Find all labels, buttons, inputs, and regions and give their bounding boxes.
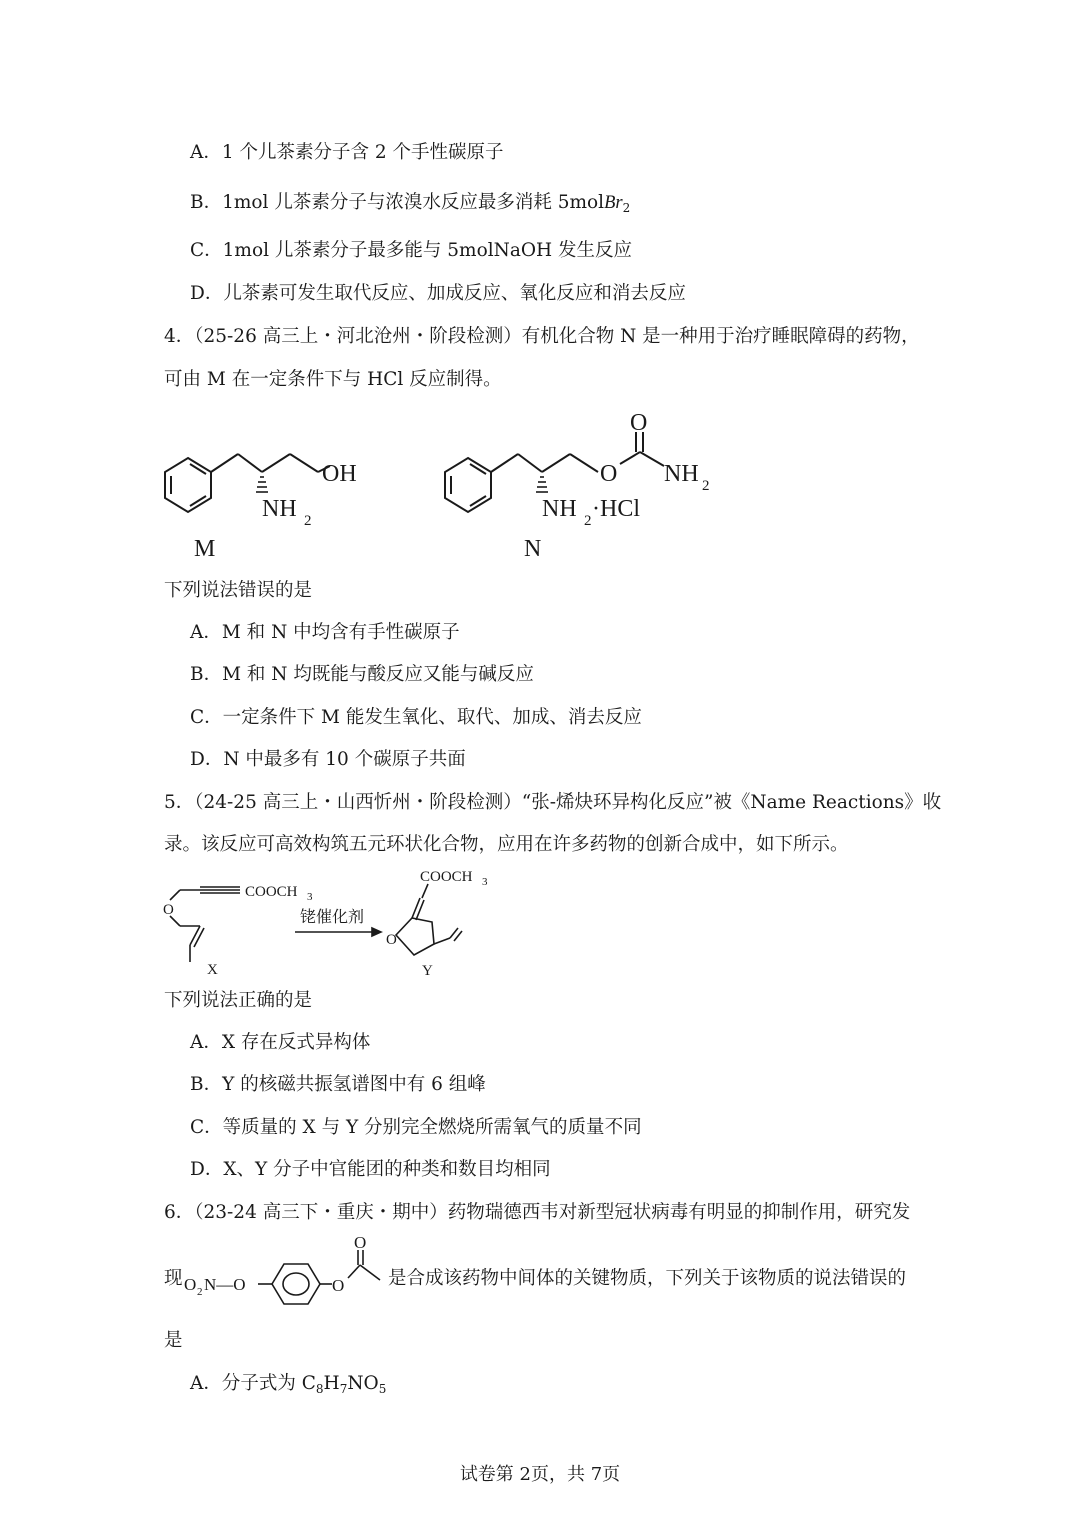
n-amine-nh2-subscript: 2: [584, 513, 592, 529]
m-nh2-label: NH: [262, 496, 297, 522]
q6-formula-o-subscript: 5: [378, 1382, 387, 1396]
q6-carbonyl-o: O: [354, 1233, 367, 1252]
q6-o2n-o: O: [184, 1275, 197, 1294]
q6-stem-suffix: 是合成该药物中间体的关键物质，下列关于该物质的说法错误的: [388, 1268, 907, 1289]
catalyst-label: 铑催化剂: [300, 909, 365, 926]
y-oxygen-label: O: [386, 932, 397, 948]
q6-formula-h: H: [323, 1373, 340, 1394]
q6-n-o-label: N—O: [204, 1275, 246, 1294]
br2-subscript: 2: [622, 201, 631, 215]
n-hcl-label: ·HCl: [592, 496, 640, 522]
q4-option-d: D．N 中最多有 10 个碳原子共面: [190, 749, 466, 770]
q5-prompt: 下列说法正确的是: [164, 990, 313, 1011]
q6-ester-o: O: [332, 1276, 345, 1295]
n-compound-label: N: [524, 536, 542, 562]
q5-option-c: C．等质量的 X 与 Y 分别完全燃烧所需氧气的质量不同: [190, 1117, 642, 1138]
q6-stem-line1: 6．（23-24 高三下・重庆・期中）药物瑞德西韦对新型冠状病毒有明显的抑制作用，研究发: [164, 1202, 911, 1223]
q3-option-a: A．1 个儿茶素分子含 2 个手性碳原子: [190, 142, 504, 163]
q5-option-a: A．X 存在反式异构体: [190, 1032, 371, 1053]
q4-option-a: A．M 和 N 中均含有手性碳原子: [190, 622, 460, 643]
x-compound-label: X: [207, 962, 218, 978]
x-ester-subscript: 3: [307, 891, 313, 903]
q6-option-a: [190, 1371, 386, 1397]
q4-prompt: 下列说法错误的是: [164, 580, 313, 601]
q4-option-b: B．M 和 N 均既能与酸反应又能与碱反应: [190, 664, 534, 685]
n-carbonyl-o: O: [630, 410, 648, 436]
q3-option-b-text: B．1mol 儿茶素分子与浓溴水反应最多消耗 5mol: [190, 192, 605, 213]
x-ester-label: COOCH: [245, 884, 298, 900]
m-nh2-subscript: 2: [304, 513, 312, 529]
n-amide-nh2-label: NH: [664, 461, 699, 487]
q6-stem-prefix: 现: [164, 1268, 183, 1289]
page-footer: 试卷第 2页，共 7页: [459, 1464, 621, 1485]
y-compound-label: Y: [422, 963, 433, 979]
m-oh-label: OH: [322, 461, 357, 487]
q5-stem-line1: 5．（24-25 高三上・山西忻州・阶段检测）“张-烯炔环异构化反应”被《Name Reactions》收: [164, 792, 942, 813]
n-amide-nh2-subscript: 2: [702, 478, 710, 494]
q6-formula-no: NO: [347, 1373, 379, 1394]
n-ester-o: O: [600, 461, 618, 487]
y-ester-subscript: 3: [482, 876, 488, 888]
q4-stem-line2: 可由 M 在一定条件下与 HCl 反应制得。: [164, 369, 502, 390]
q5-stem-line2: 录。该反应可高效构筑五元环状化合物，应用在许多药物的创新合成中，如下所示。: [164, 834, 849, 855]
q6-o2n-subscript: 2: [197, 1286, 203, 1298]
q4-stem-line1: 4．（25-26 高三上・河北沧州・阶段检测）有机化合物 N 是一种用于治疗睡眠障碍的药物，: [164, 326, 920, 347]
n-amine-nh2-label: NH: [542, 496, 577, 522]
q6-formula-h-subscript: 7: [339, 1382, 348, 1396]
q3-option-c: C．1mol 儿茶素分子最多能与 5molNaOH 发生反应: [190, 240, 633, 261]
br2-formula: Br: [604, 193, 623, 213]
q4-option-c: C．一定条件下 M 能发生氧化、取代、加成、消去反应: [190, 707, 642, 728]
x-oxygen-label: O: [163, 902, 174, 918]
q6-formula-c-subscript: 8: [315, 1382, 324, 1396]
m-compound-label: M: [194, 536, 216, 562]
q6-stem-line3: 是: [164, 1330, 183, 1351]
q6-option-a-text: A．分子式为 C: [190, 1373, 316, 1394]
q5-option-b: B．Y 的核磁共振氢谱图中有 6 组峰: [190, 1074, 486, 1095]
y-ester-label: COOCH: [420, 869, 473, 885]
q3-option-d: D．儿茶素可发生取代反应、加成反应、氧化反应和消去反应: [190, 283, 686, 304]
q5-option-d: D．X、Y 分子中官能团的种类和数目均相同: [190, 1159, 551, 1180]
